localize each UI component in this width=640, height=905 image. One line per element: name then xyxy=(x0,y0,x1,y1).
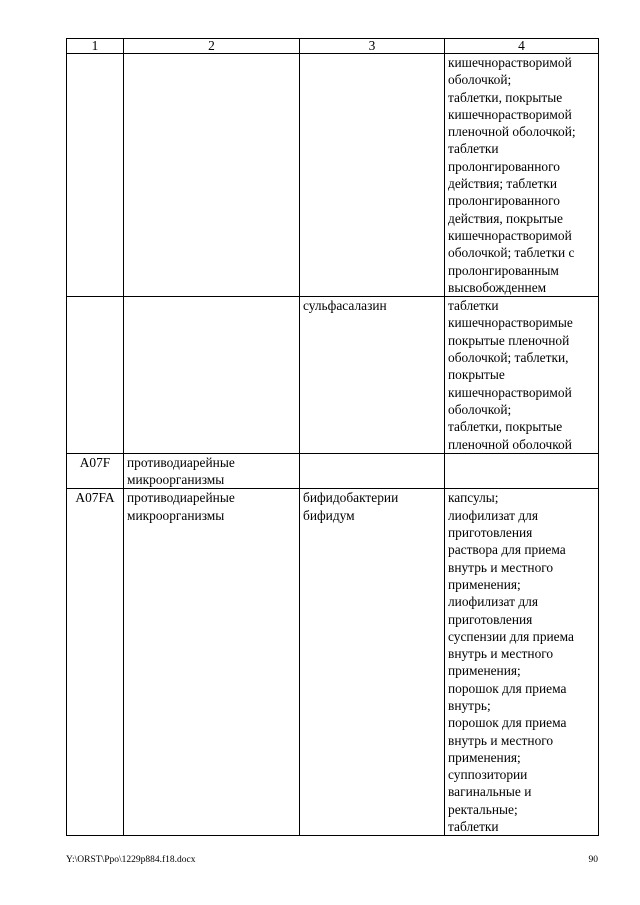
column-header-3: 3 xyxy=(300,39,445,54)
cell-text-line: оболочкой; таблетки, xyxy=(448,350,569,366)
cell-text-line: таблетки, покрытые xyxy=(448,89,563,105)
cell-text-line: оболочкой; таблетки с xyxy=(448,245,575,261)
group-cell xyxy=(124,54,300,297)
column-header-1: 1 xyxy=(67,39,124,54)
header-row xyxy=(67,39,599,54)
cell-text-line: покрытые пленочной xyxy=(448,332,570,348)
cell-text-line: микроорганизмы xyxy=(127,472,225,488)
substance-cell xyxy=(300,54,445,297)
substance-cell xyxy=(300,297,445,454)
cell-text-line: приготовления xyxy=(448,611,533,627)
cell-text-line: ректальные; xyxy=(448,801,518,817)
dosage-forms-cell xyxy=(445,489,599,836)
cell-text-line: кишечнорастворимой xyxy=(448,384,572,400)
atc-code-cell: A07FA xyxy=(67,489,124,836)
cell-text-line: пролонгированным xyxy=(448,262,559,278)
atc-code-cell: A07F xyxy=(67,453,124,489)
cell-text-line: капсулы; xyxy=(448,490,499,506)
cell-text-line: лиофилизат для xyxy=(448,594,538,610)
dosage-forms-cell xyxy=(445,297,599,454)
cell-text-line: кишечнорастворимые xyxy=(448,315,573,331)
cell-text-line: внутрь и местного xyxy=(448,559,554,575)
cell-text-line: внутрь; xyxy=(448,697,491,713)
cell-text-line: применения; xyxy=(448,576,521,592)
cell-text-line: порошок для приема xyxy=(448,680,567,696)
table-row xyxy=(67,489,599,836)
cell-text-line: кишечнорастворимой xyxy=(448,55,572,70)
cell-text-line: пролонгированного xyxy=(448,158,560,174)
cell-text-line: сульфасалазин xyxy=(303,298,387,314)
cell-text-line: микроорганизмы xyxy=(127,507,225,523)
cell-text-line: таблетки, покрытые xyxy=(448,419,563,435)
page-number: 90 xyxy=(588,855,598,865)
cell-text-line: раствора для приема xyxy=(448,542,566,558)
table-body xyxy=(67,54,599,836)
cell-text-line: применения; xyxy=(448,663,521,679)
medicines-table xyxy=(66,38,599,836)
cell-text-line: пленочной оболочкой xyxy=(448,436,572,452)
cell-text-line: суппозитории xyxy=(448,767,528,783)
substance-cell xyxy=(300,489,445,836)
table-row xyxy=(67,297,599,454)
cell-text-line: внутрь и местного xyxy=(448,646,554,662)
cell-text-line: таблетки xyxy=(448,298,499,314)
cell-text-line: бифидобактерии xyxy=(303,490,399,506)
cell-text-line: таблетки xyxy=(448,819,499,835)
cell-text-line: применения; xyxy=(448,749,521,765)
cell-text-line: противодиарейные xyxy=(127,454,235,470)
cell-text-line: лиофилизат для xyxy=(448,507,538,523)
cell-text-line: таблетки xyxy=(448,141,499,157)
cell-text-line: внутрь и местного xyxy=(448,732,554,748)
table-row xyxy=(67,54,599,297)
atc-code-cell xyxy=(67,54,124,297)
substance-cell xyxy=(300,453,445,489)
atc-code-cell xyxy=(67,297,124,454)
cell-text-line: суспензии для приема xyxy=(448,628,574,644)
cell-text-line: действия, покрытые xyxy=(448,210,563,226)
dosage-forms-cell xyxy=(445,453,599,489)
cell-text-line: пролонгированного xyxy=(448,193,560,209)
footer-file-path: Y:\ORST\Ppo\1229p884.f18.docx xyxy=(66,855,196,865)
group-cell xyxy=(124,297,300,454)
cell-text-line: оболочкой; xyxy=(448,401,512,417)
column-header-4: 4 xyxy=(445,39,599,54)
cell-text-line: кишечнорастворимой xyxy=(448,227,572,243)
group-cell xyxy=(124,489,300,836)
table-row xyxy=(67,453,599,489)
cell-text-line: действия; таблетки xyxy=(448,176,558,192)
cell-text-line: приготовления xyxy=(448,525,533,541)
cell-text-line: противодиарейные xyxy=(127,490,235,506)
cell-text-line: порошок для приема xyxy=(448,715,567,731)
cell-text-line: кишечнорастворимой xyxy=(448,106,572,122)
cell-text-line: вагинальные и xyxy=(448,784,532,800)
column-header-2: 2 xyxy=(124,39,300,54)
cell-text-line: пленочной оболочкой; xyxy=(448,124,576,140)
cell-text-line: высвобожденнем xyxy=(448,279,547,295)
cell-text-line: покрытые xyxy=(448,367,505,383)
cell-text-line: бифидум xyxy=(303,507,355,523)
dosage-forms-cell xyxy=(445,54,599,297)
group-cell xyxy=(124,453,300,489)
cell-text-line: оболочкой; xyxy=(448,72,512,88)
